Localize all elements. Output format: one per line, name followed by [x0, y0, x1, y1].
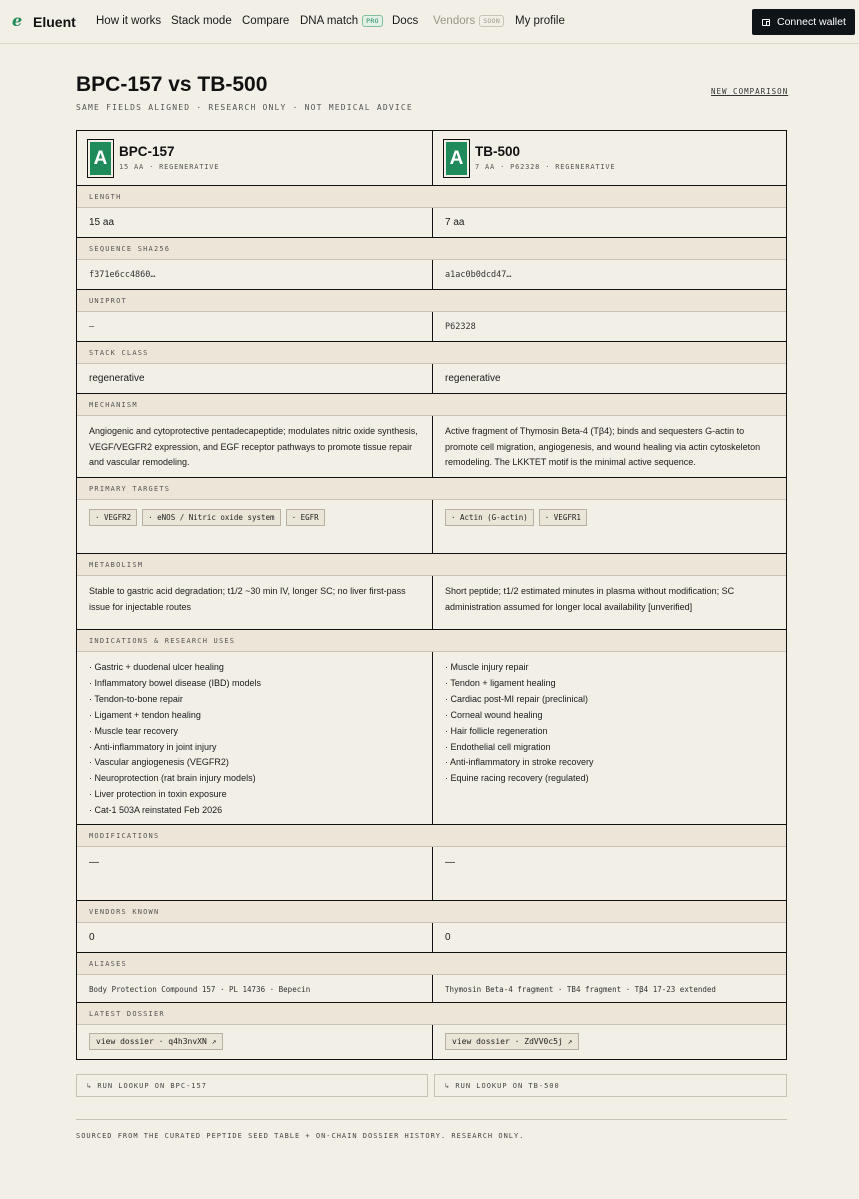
indications-a [77, 652, 432, 824]
target-chip: · eNOS / Nitric oxide system [142, 509, 280, 526]
nav-stack-mode[interactable]: Stack mode [171, 15, 232, 27]
length-b: 7 aa [432, 208, 786, 237]
wallet-icon [762, 19, 770, 26]
connect-wallet-label: Connect wallet [777, 16, 846, 28]
target-chip: · EGFR [286, 509, 325, 526]
aliases-a: Body Protection Compound 157 · PL 14736 · Bepecin [89, 985, 311, 994]
uniprot-a: — [89, 322, 95, 332]
run-lookup-button-b[interactable]: ↳ RUN LOOKUP ON TB-500 [434, 1074, 787, 1097]
dossier-b [432, 1025, 786, 1059]
top-nav [0, 0, 859, 44]
table-header [77, 131, 786, 186]
row-mechanism [77, 416, 786, 478]
modifications-a: — [89, 857, 99, 868]
nav-compare[interactable]: Compare [242, 15, 290, 27]
section-sha: SEQUENCE SHA256 [77, 238, 786, 260]
row-metabolism [77, 576, 786, 630]
modifications-b: — [432, 847, 786, 900]
peptide-name: TB-500 [475, 144, 521, 159]
mechanism-b: Active fragment of Thymosin Beta-4 (Tβ4); binds and sequesters G-actin to promote cell migration, angiogenesis, and wound healing via actin cytoskeleton remodeling. The LKKTET motif is the minimal active sequence. [432, 416, 786, 477]
grade-badge [443, 139, 470, 178]
peptide-name: BPC-157 [119, 144, 175, 159]
nav-my-profile[interactable]: My profile [515, 15, 565, 27]
target-chip: · VEGFR1 [539, 509, 587, 526]
row-modifications [77, 847, 786, 901]
list-item: · Tendon + ligament healing [445, 677, 556, 688]
nav-vendors [433, 15, 504, 27]
list-item: · Neuroprotection (rat brain injury models) [89, 773, 256, 784]
row-uniprot [77, 312, 786, 342]
list-item: · Ligament + tendon healing [89, 709, 201, 720]
peptide-meta: 7 AA · P62328 · REGENERATIVE [475, 163, 616, 171]
section-vendors: VENDORS KNOWN [77, 901, 786, 923]
grade-letter: A [446, 142, 467, 175]
list-item: · Anti-inflammatory in stroke recovery [445, 757, 594, 768]
peptide-header-b [432, 131, 786, 185]
list-item: · Cat-1 503A reinstated Feb 2026 [89, 805, 223, 816]
nav-dna-match-label: DNA match [300, 15, 359, 27]
section-uniprot: UNIPROT [77, 290, 786, 312]
vendors-a: 0 [89, 932, 95, 943]
row-aliases [77, 975, 786, 1003]
nav-dna-match[interactable] [300, 15, 383, 27]
page-title: BPC-157 vs TB-500 [76, 73, 268, 96]
nav-vendors-label: Vendors [433, 15, 476, 27]
soon-badge: SOON [479, 15, 504, 27]
targets-a [77, 500, 432, 553]
list-item: · Liver protection in toxin exposure [89, 789, 227, 800]
section-stack-class: STACK CLASS [77, 342, 786, 364]
list-item: · Cardiac post-MI repair (preclinical) [445, 693, 589, 704]
mechanism-a: Angiogenic and cytoprotective pentadecapeptide; modulates nitric oxide synthesis, VEGF/VEGFR2 expression, and EGF receptor pathways to promote tissue repair and vascular remodeling. [89, 426, 418, 467]
brand-name[interactable]: Eluent [33, 14, 76, 30]
row-indications [77, 652, 786, 825]
page-subtitle: SAME FIELDS ALIGNED · RESEARCH ONLY · NOT MEDICAL ADVICE [76, 103, 413, 112]
section-mechanism: MECHANISM [77, 394, 786, 416]
uniprot-b: P62328 [432, 312, 786, 341]
view-dossier-link[interactable]: view dossier · q4h3nvXN ↗ [89, 1033, 223, 1050]
logo-icon[interactable]: e [12, 11, 23, 30]
list-item: · Hair follicle regeneration [445, 725, 548, 736]
aliases-b: Thymosin Beta-4 fragment · TB4 fragment · Tβ4 17-23 extended [432, 975, 786, 1002]
grade-badge [87, 139, 114, 178]
list-item: · Tendon-to-bone repair [89, 693, 183, 704]
list-item: · Endothelial cell migration [445, 741, 551, 752]
grade-letter: A [90, 142, 111, 175]
row-vendors [77, 923, 786, 953]
row-length [77, 208, 786, 238]
metabolism-a: Stable to gastric acid degradation; t1/2 ~30 min IV, longer SC; no liver first-pass issue for injectable routes [89, 586, 406, 612]
list-item: · Inflammatory bowel disease (IBD) models [89, 677, 262, 688]
run-lookup-button-a[interactable]: ↳ RUN LOOKUP ON BPC-157 [76, 1074, 428, 1097]
length-a: 15 aa [89, 217, 115, 228]
section-indications: INDICATIONS & RESEARCH USES [77, 630, 786, 652]
target-chip: · VEGFR2 [89, 509, 137, 526]
indications-b [432, 652, 786, 824]
vendors-b: 0 [432, 923, 786, 952]
sha-b: a1ac0b0dcd47… [432, 260, 786, 289]
row-sha [77, 260, 786, 290]
metabolism-b: Short peptide; t1/2 estimated minutes in plasma without modification; SC administration assumed for longer local availability [unverified] [432, 576, 786, 629]
peptide-header-a [77, 131, 432, 185]
dossier-a [77, 1025, 432, 1059]
peptide-meta: 15 AA · REGENERATIVE [119, 163, 220, 171]
list-item: · Vascular angiogenesis (VEGFR2) [89, 757, 229, 768]
section-modifications: MODIFICATIONS [77, 825, 786, 847]
section-aliases: ALIASES [77, 953, 786, 975]
new-comparison-link[interactable]: NEW COMPARISON [711, 87, 789, 96]
list-item: · Corneal wound healing [445, 709, 543, 720]
pro-badge: PRO [362, 15, 383, 27]
row-stack-class [77, 364, 786, 394]
list-item: · Anti-inflammatory in joint injury [89, 741, 217, 752]
nav-docs[interactable]: Docs [392, 15, 419, 27]
list-item: · Muscle injury repair [445, 662, 529, 672]
divider [76, 1119, 787, 1120]
targets-b [432, 500, 786, 553]
row-dossier [77, 1025, 786, 1059]
stack-class-b: regenerative [432, 364, 786, 393]
comparison-table [76, 130, 787, 1060]
list-item: · Muscle tear recovery [89, 725, 179, 736]
section-targets: PRIMARY TARGETS [77, 478, 786, 500]
connect-wallet-button[interactable] [752, 9, 855, 35]
section-dossier: LATEST DOSSIER [77, 1003, 786, 1025]
section-length: LENGTH [77, 186, 786, 208]
list-item: · Gastric + duodenal ulcer healing [89, 662, 224, 672]
list-item: · Equine racing recovery (regulated) [445, 773, 589, 784]
stack-class-a: regenerative [89, 373, 145, 384]
nav-how-it-works[interactable]: How it works [96, 15, 162, 27]
target-chip: · Actin (G-actin) [445, 509, 534, 526]
footer-note: SOURCED FROM THE CURATED PEPTIDE SEED TABLE + ON-CHAIN DOSSIER HISTORY. RESEARCH ONLY. [76, 1132, 525, 1140]
sha-a: f371e6cc4860… [89, 270, 156, 280]
section-metabolism: METABOLISM [77, 554, 786, 576]
view-dossier-link[interactable]: view dossier · ZdVV0c5j ↗ [445, 1033, 579, 1050]
row-targets [77, 500, 786, 554]
